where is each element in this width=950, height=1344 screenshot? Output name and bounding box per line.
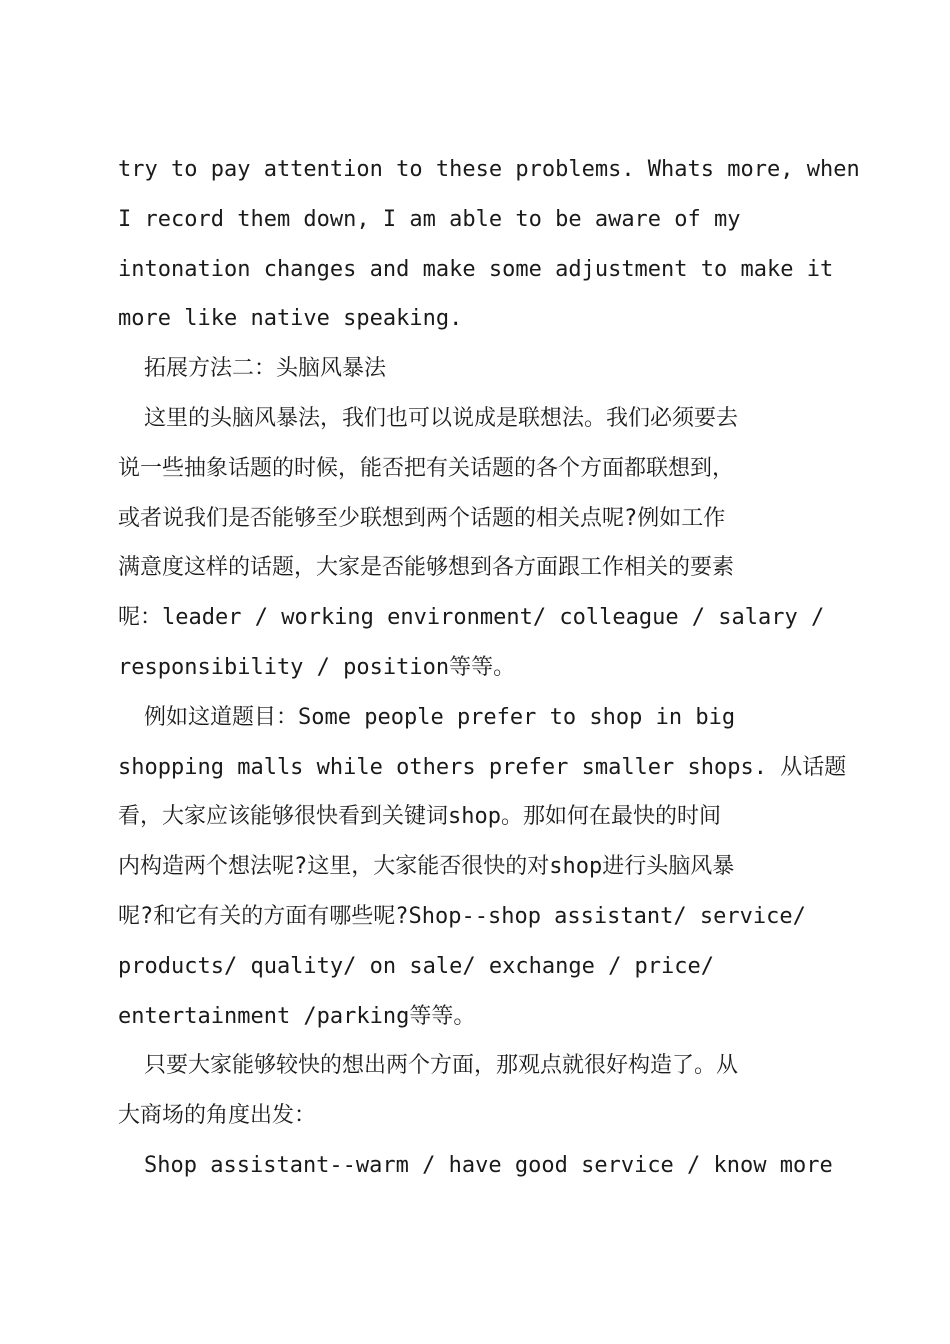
text-line: entertainment /parking等等。 <box>118 1003 476 1029</box>
document-body <box>118 145 860 1191</box>
text-line: I record them down, I am able to be aware of my <box>118 206 741 232</box>
text-line: Shop assistant--warm / have good service / know more <box>144 1152 833 1178</box>
text-line: more like native speaking. <box>118 306 463 332</box>
text-line: products/ quality/ on sale/ exchange / price/ <box>118 953 715 979</box>
text-line: try to pay attention to these problems. Whats more, when <box>118 157 860 182</box>
text-line: 内构造两个想法呢?这里，大家能否很快的对shop进行头脑风暴 <box>118 854 735 880</box>
text-line: 大商场的角度出发： <box>118 1103 317 1129</box>
text-line: 满意度这样的话题，大家是否能够想到各方面跟工作相关的要素 <box>118 555 735 581</box>
section-heading: 拓展方法二：头脑风暴法 <box>144 356 387 382</box>
text-line: 说一些抽象话题的时候，能否把有关话题的各个方面都联想到， <box>118 455 735 481</box>
text-line: 只要大家能够较快的想出两个方面，那观点就很好构造了。从 <box>144 1053 739 1079</box>
text-line: 看，大家应该能够很快看到关键词shop。那如何在最快的时间 <box>118 804 721 830</box>
text-line: 呢：leader / working environment/ colleague / salary / <box>118 605 825 631</box>
text-line: 例如这道题目：Some people prefer to shop in big <box>144 704 736 730</box>
text-line: 这里的头脑风暴法，我们也可以说成是联想法。我们必须要去 <box>144 405 739 431</box>
text-line: intonation changes and make some adjustment to make it <box>118 256 834 282</box>
text-line: shopping malls while others prefer smaller shops. 从话题 <box>118 754 847 780</box>
text-line: responsibility / position等等。 <box>118 654 516 680</box>
text-line: 或者说我们是否能够至少联想到两个话题的相关点呢?例如工作 <box>118 505 726 531</box>
text-line: 呢?和它有关的方面有哪些呢?Shop--shop assistant/ service/ <box>118 903 806 929</box>
